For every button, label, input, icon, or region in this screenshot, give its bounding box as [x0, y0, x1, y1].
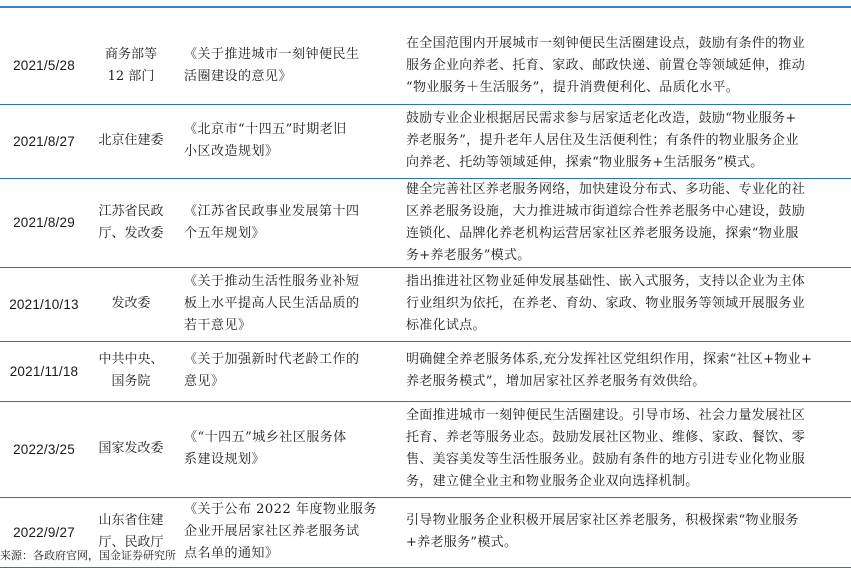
date-cell: 2022/3/25: [0, 401, 88, 497]
table-row: [0, 341, 851, 401]
description-cell: 健全完善社区养老服务网络，加快建设分布式、多功能、专业化的社 区养老服务设施，大力推进城市街道综合性养老服务中心建设，鼓励 连锁化、品牌化养老机构运营居家社区养老服务设施，探索“物业服 务+养老服务”模式。: [406, 181, 806, 263]
department-cell: 江苏省民政 厅、发改委: [98, 203, 164, 241]
policy-table: [0, 28, 851, 568]
department-cell: 中共中央、 国务院: [98, 352, 164, 389]
date-cell: 2022/9/27: [0, 497, 88, 567]
table-row: [0, 401, 851, 497]
document-title-cell: 《“十四五”城乡社区服务体 系建设规划》: [184, 430, 347, 467]
table-row: [0, 178, 851, 267]
department-cell: 发改委: [111, 296, 151, 311]
document-title-cell: 《关于公布 2022 年度物业服务 企业开展居家社区养老服务试 点名单的通知》: [184, 502, 377, 561]
date-cell: 2021/8/27: [0, 104, 88, 178]
description-cell: 全面推进城市一刻钟便民生活圈建设。引导市场、社会力量发展社区 托育、养老等服务业态。鼓励发展社区物业、维修、家政、餐饮、零 售、美容美发等生活性服务业。鼓励有条件的地方引进专业化物业服 务，建立健全业主和物业服务企业双向选择机制。: [406, 408, 806, 489]
table-row: [0, 267, 851, 341]
document-title-cell: 《关于推进城市一刻钟便民生 活圈建设的意见》: [184, 46, 360, 84]
document-title-cell: 《关于推动生活性服务业补短 板上水平提高人民生活品质的 若干意见》: [184, 274, 360, 333]
document-title-cell: 《北京市“十四五”时期老旧 小区改造规划》: [184, 122, 347, 159]
description-cell: 明确健全养老服务体系,充分发挥社区党组织作用，探索“社区+物业+ 养老服务模式”，增加居家社区养老服务有效供给。: [406, 352, 813, 389]
date-cell: 2021/10/13: [0, 267, 88, 341]
department-cell: 国家发改委: [98, 441, 164, 456]
document-title-cell: 《江苏省民政事业发展第十四 个五年规划》: [184, 203, 360, 241]
description-cell: 引导物业服务企业积极开展居家社区养老服务，积极探索“物业服务 +养老服务”模式。: [406, 513, 799, 550]
description-cell: 指出推进社区物业延伸发展基础性、嵌入式服务，支持以企业为主体 行业组织为依托，在养老、育幼、家政、物业服务等领域开展服务业 标准化试点。: [406, 274, 806, 333]
date-cell: 2021/8/29: [0, 178, 88, 267]
top-rule: [0, 6, 851, 8]
description-cell: 在全国范围内开展城市一刻钟便民生活圈建设点，鼓励有条件的物业 服务企业向养老、托育、家政、邮政快递、前置仓等领域延伸，推动 “物业服务＋生活服务”，提升消费便利化、品质化水平。: [406, 35, 806, 95]
date-cell: 2021/11/18: [0, 341, 88, 401]
document-title-cell: 《关于加强新时代老龄工作的 意见》: [184, 352, 360, 389]
date-cell: 2021/5/28: [0, 28, 88, 104]
table-row: [0, 28, 851, 104]
source-note: 来源：各政府官网，国金证券研究所: [0, 549, 176, 562]
description-cell: 鼓励专业企业根据居民需求参与居家适老化改造，鼓励“物业服务+ 养老服务”，提升老年人居住及生活便利性；有条件的物业服务企业 向养老、托幼等领域延伸，探索“物业服务+生活服务”模式。: [406, 111, 799, 170]
table-row: [0, 104, 851, 178]
department-cell: 山东省住建 厅、民政厅: [98, 513, 164, 550]
department-cell: 北京住建委: [98, 133, 164, 148]
department-cell: 商务部等 12 部门: [104, 46, 157, 84]
